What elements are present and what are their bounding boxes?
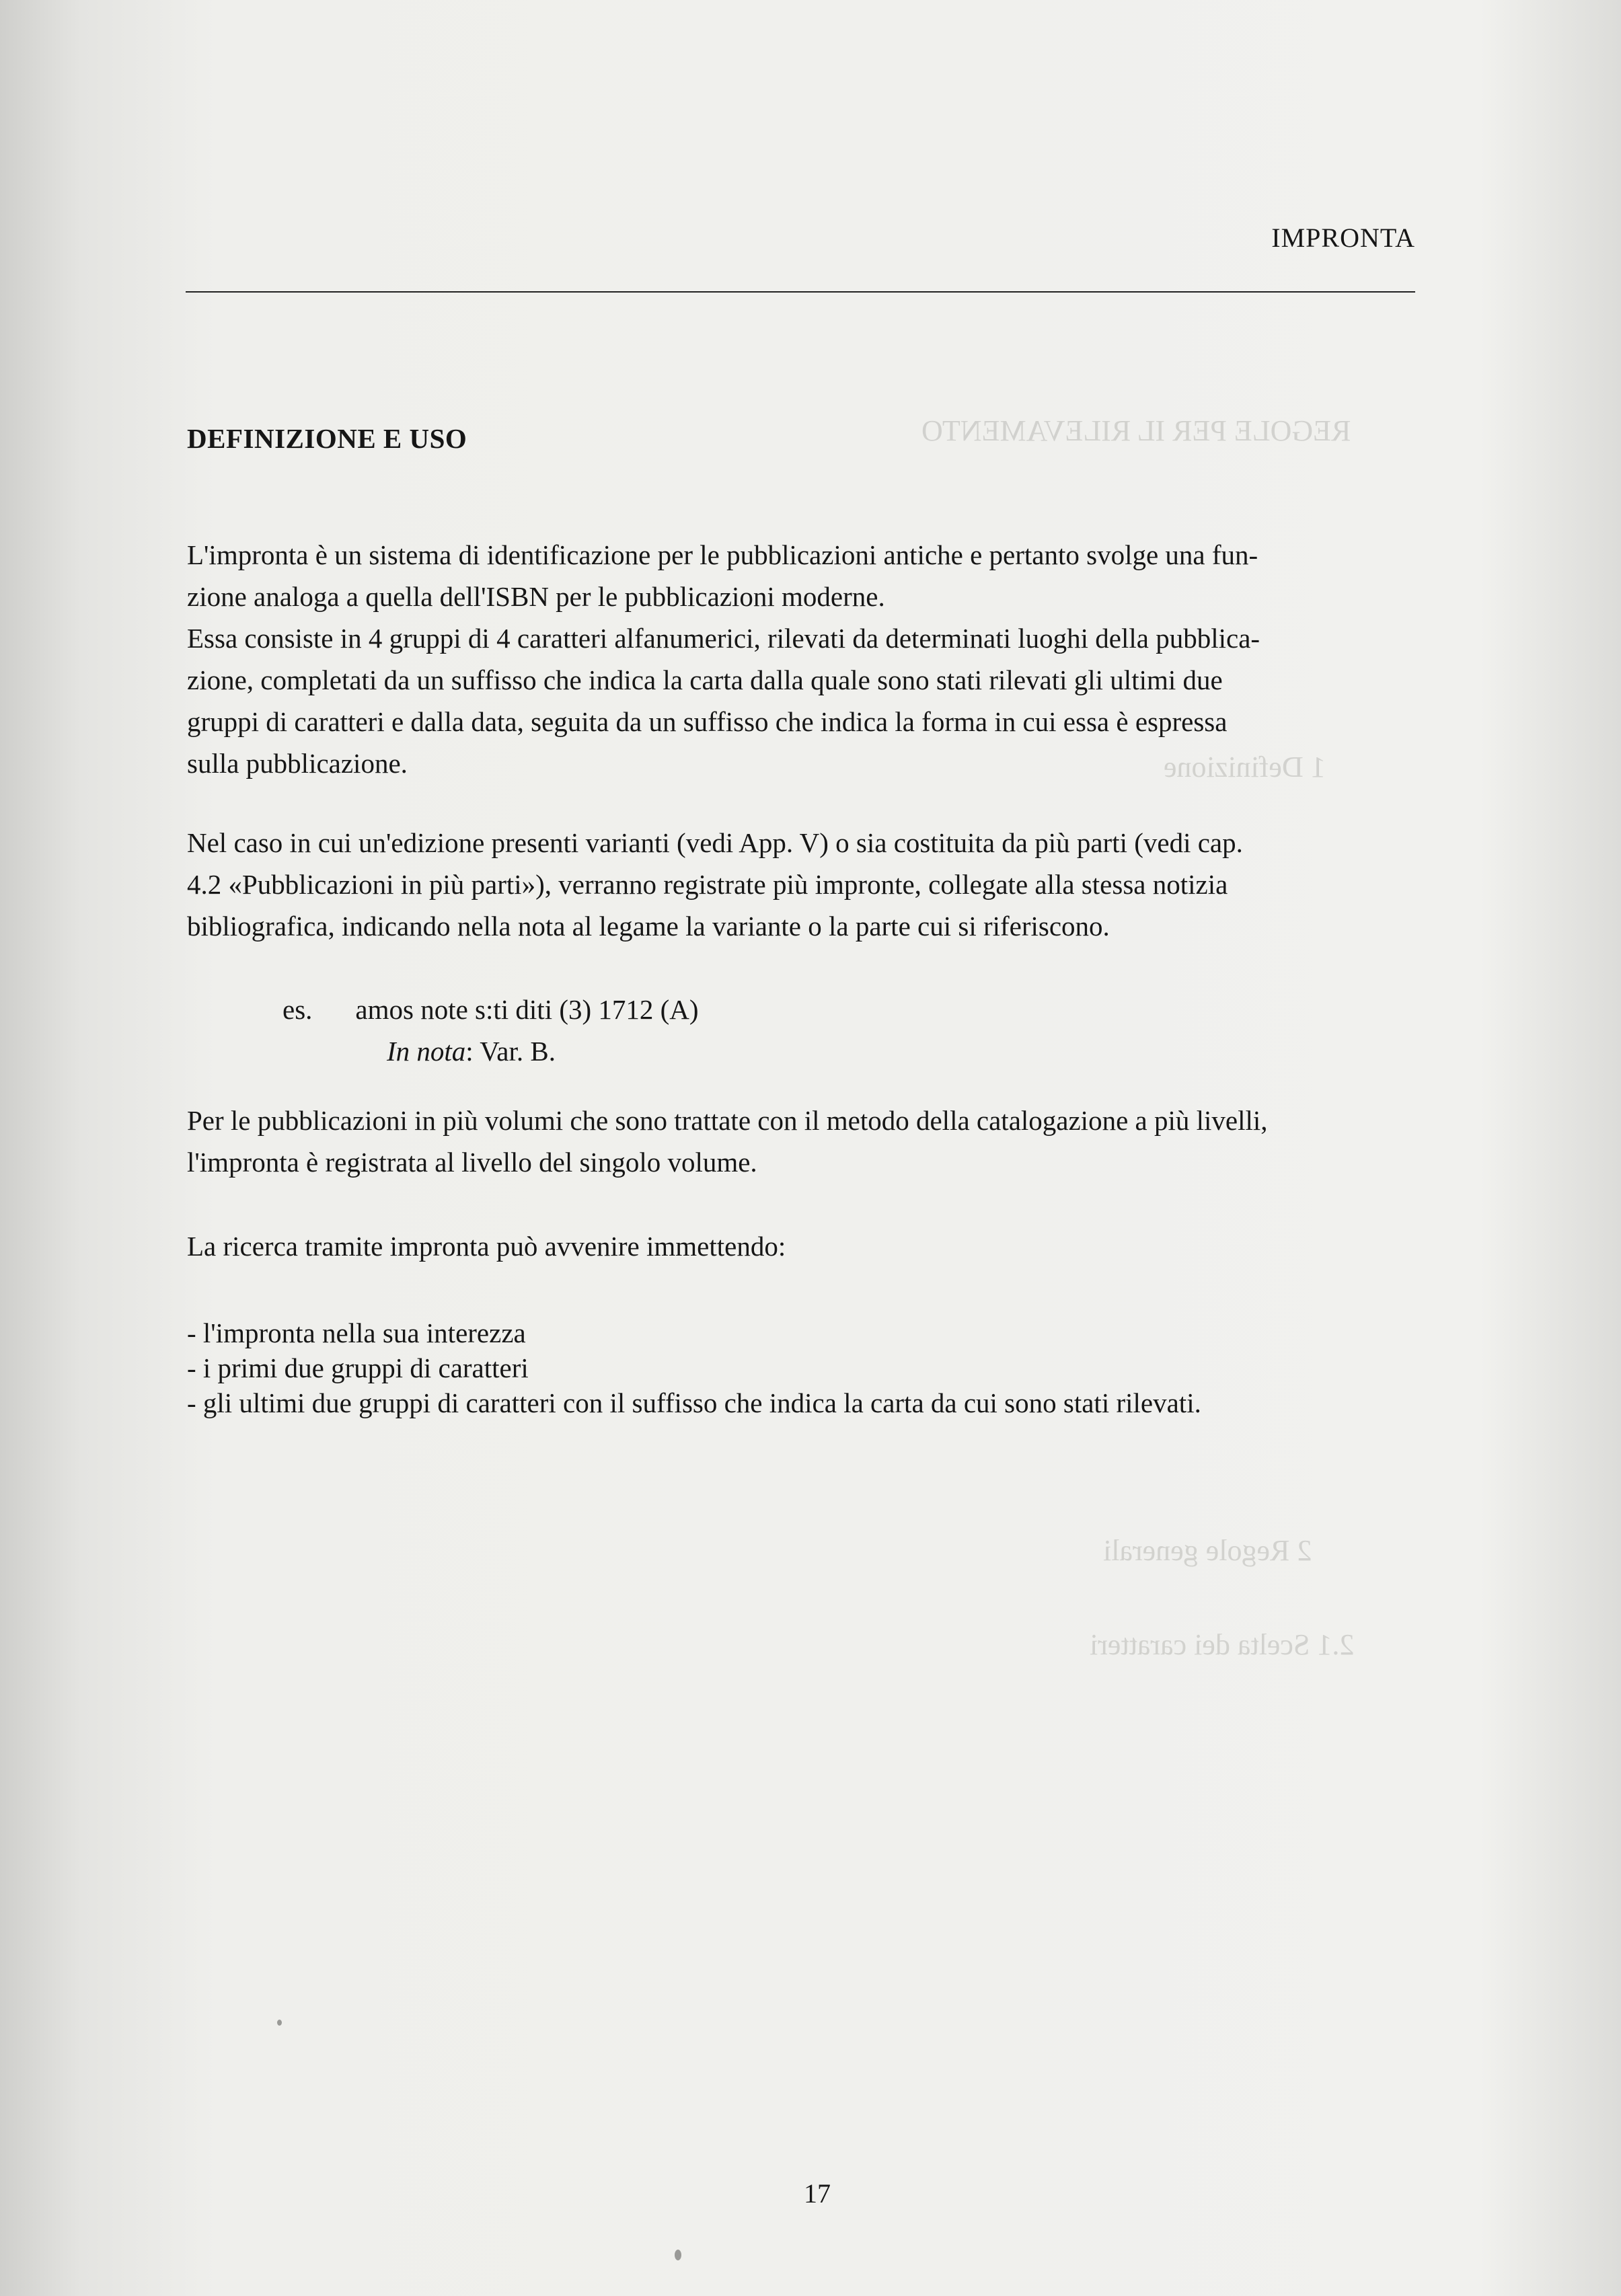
text-line: sulla pubblicazione.: [187, 748, 408, 779]
bleed-through-title: REGOLE PER IL RILEVAMENTO: [921, 414, 1351, 447]
text-line: bibliografica, indicando nella nota al legame la variante o la parte cui si riferiscono.: [187, 911, 1110, 942]
note-label: In nota: [387, 1036, 466, 1067]
text-line: L'impronta è un sistema di identificazione per le pubblicazioni antiche e pertanto svolge una fun-: [187, 539, 1258, 570]
scan-speck: [675, 2250, 681, 2260]
bleed-through-regole: 2 Regole generali: [1103, 1534, 1312, 1567]
paragraph-volumes: [187, 1100, 1421, 1183]
text-line: Essa consiste in 4 gruppi di 4 caratteri alfanumerici, rilevati da determinati luoghi della pubblica-: [187, 623, 1260, 654]
list-item: - gli ultimi due gruppi di caratteri con il suffisso che indica la carta da cui sono stati rilevati.: [187, 1387, 1201, 1418]
text-line: zione analoga a quella dell'ISBN per le pubblicazioni moderne.: [187, 581, 885, 612]
bleed-through-scelta: 2.1 Scelta dei caratteri: [1090, 1628, 1355, 1661]
example-note: [387, 1030, 556, 1072]
example-fingerprint: [282, 989, 699, 1030]
list-item: - l'impronta nella sua interezza: [187, 1317, 526, 1348]
list-item: - i primi due gruppi di caratteri: [187, 1352, 529, 1383]
header-rule: [186, 291, 1415, 293]
text-line: Nel caso in cui un'edizione presenti varianti (vedi App. V) o sia costituita da più parti (vedi cap.: [187, 827, 1243, 858]
example-prefix: es.: [282, 994, 313, 1025]
scan-speck: [277, 2020, 282, 2026]
paragraph-definition: [187, 534, 1421, 784]
bleed-through-definizione: 1 Definizione: [1164, 751, 1326, 783]
text-line: Per le pubblicazioni in più volumi che sono trattate con il metodo della catalogazione a più livelli,: [187, 1105, 1268, 1136]
paragraph-search: [187, 1225, 1421, 1267]
text-line: l'impronta è registrata al livello del singolo volume.: [187, 1147, 757, 1178]
text-line: zione, completati da un suffisso che indica la carta dalla quale sono stati rilevati gli ultimi due: [187, 664, 1223, 695]
example-code: amos note s:ti diti (3) 1712 (A): [355, 994, 699, 1025]
running-header: IMPRONTA: [1271, 223, 1415, 253]
paragraph-variants: [187, 822, 1421, 947]
text-line: La ricerca tramite impronta può avvenire immettendo:: [187, 1231, 786, 1262]
search-options-list: [187, 1315, 1201, 1420]
note-value: : Var. B.: [465, 1036, 556, 1067]
section-heading: DEFINIZIONE E USO: [187, 423, 467, 454]
text-line: 4.2 «Pubblicazioni in più parti»), verranno registrate più impronte, collegate alla stessa notizia: [187, 869, 1228, 900]
text-line: gruppi di caratteri e dalla data, seguita da un suffisso che indica la forma in cui essa è espressa: [187, 706, 1228, 737]
page-number: 17: [804, 2178, 831, 2209]
